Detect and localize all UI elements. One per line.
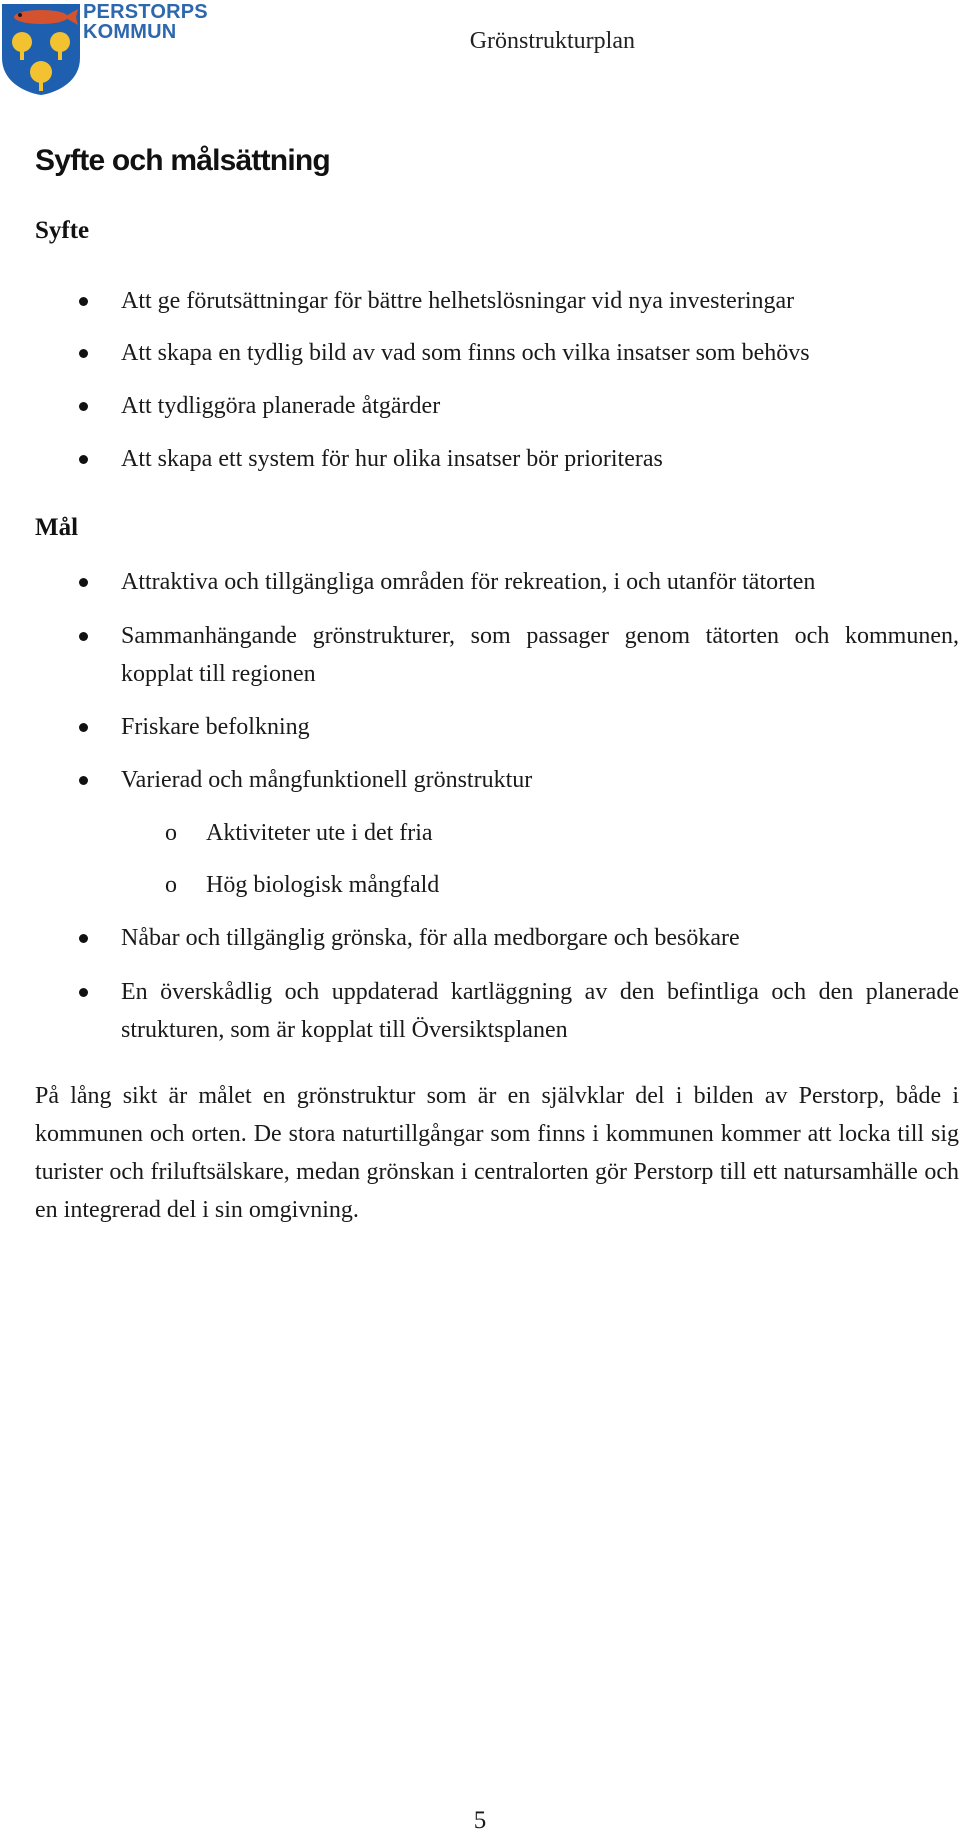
- list-item-text: Nåbar och tillgänglig grönska, för alla medborgare och besökare: [121, 925, 740, 951]
- list-item-text: Att skapa en tydlig bild av vad som finns och vilka insatser som behövs: [121, 340, 810, 366]
- coat-of-arms-icon: [0, 0, 82, 96]
- list-item-text: Varierad och mångfunktionell grönstruktur: [121, 767, 533, 793]
- list-item-text: Sammanhängande grönstrukturer, som passager genom tätorten och kommunen, kopplat till regionen: [121, 623, 959, 687]
- sub-list-item-text: Hög biologisk mångfald: [206, 872, 440, 898]
- organisation-name: [83, 2, 208, 42]
- org-line-1: PERSTORPS: [83, 1, 208, 23]
- bullet-icon: [79, 402, 88, 411]
- list-item-text: Att ge förutsättningar för bättre helhetslösningar vid nya investeringar: [121, 288, 795, 314]
- bullet-icon: [79, 578, 88, 587]
- bullet-icon: [79, 297, 88, 306]
- bullet-icon: [79, 723, 88, 732]
- sub-bullet-icon: o: [165, 820, 177, 846]
- list-item-text: Friskare befolkning: [121, 714, 310, 740]
- municipality-logo: [0, 0, 208, 96]
- sub-bullet-icon: o: [165, 872, 177, 898]
- bullet-icon: [79, 988, 88, 997]
- section-heading: Syfte och målsättning: [35, 144, 330, 177]
- bullet-icon: [79, 934, 88, 943]
- bullet-icon: [79, 349, 88, 358]
- bullet-icon: [79, 632, 88, 641]
- org-line-2: KOMMUN: [83, 21, 177, 43]
- page-number: 5: [473, 1807, 487, 1834]
- mal-heading: Mål: [35, 514, 79, 541]
- bullet-icon: [79, 776, 88, 785]
- bullet-icon: [79, 455, 88, 464]
- list-item-text: Att skapa ett system för hur olika insatser bör prioriteras: [121, 446, 663, 472]
- list-item-text: Att tydliggöra planerade åtgärder: [121, 393, 441, 419]
- list-item-text: Attraktiva och tillgängliga områden för rekreation, i och utanför tätorten: [121, 569, 816, 595]
- list-item-text: En överskådlig och uppdaterad kartläggning av den befintliga och den planerade strukturen, som är kopplat till Översiktsplanen: [121, 979, 959, 1043]
- sub-list-item-text: Aktiviteter ute i det fria: [206, 820, 433, 846]
- body-paragraph: På lång sikt är målet en grönstruktur som är en självklar del i bilden av Perstorp, både i kommunen och orten. De stora naturtillgångar som finns i kommunen kommer att locka till sig turister och friluftsälskare, medan grönskan i centralorten gör Perstorp till ett natursamhälle och en integrerad del i sin omgivning.: [35, 1083, 959, 1223]
- running-title: Grönstrukturplan: [469, 28, 635, 54]
- syfte-heading: Syfte: [35, 217, 90, 244]
